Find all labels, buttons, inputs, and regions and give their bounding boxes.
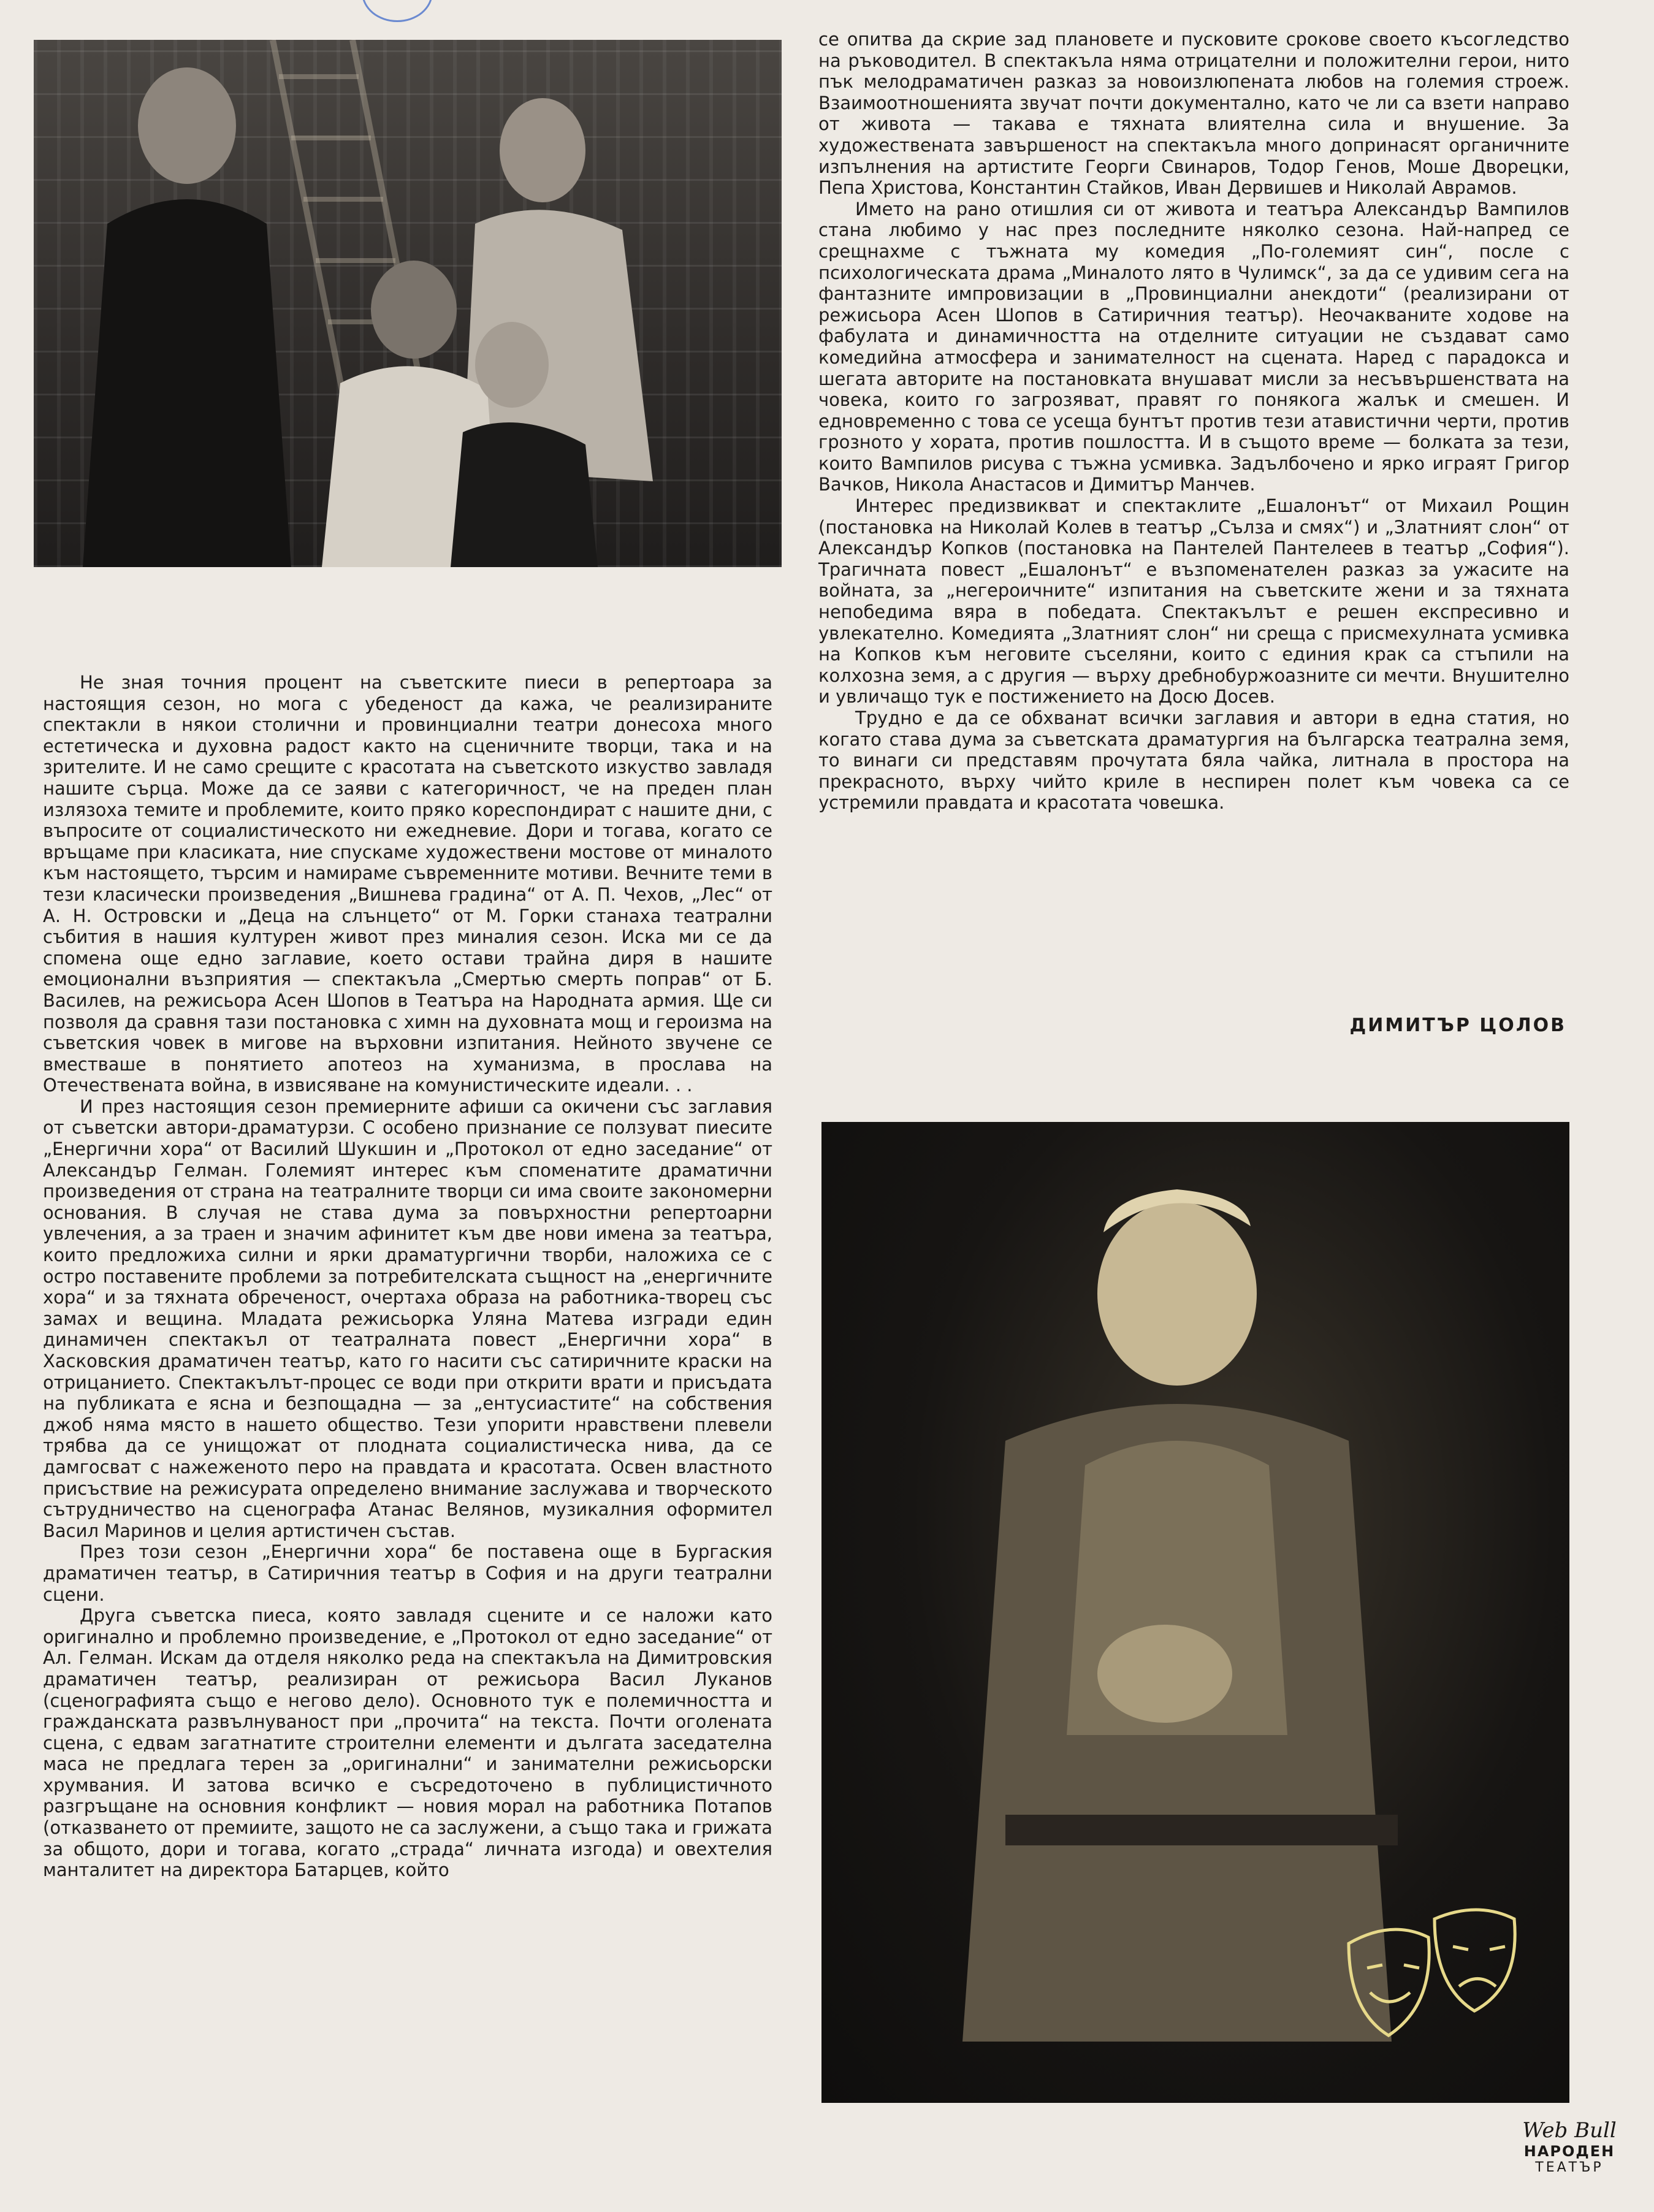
paragraph-vampilov: Името на рано отишлия си от живота и театъра Александър Вампилов стана любимо у нас през последните няколко сезона. Най-напред се срещнахме с тъжната му комедия „По-големият син“, после с психологическата драма „Миналото лято в Чулимск“, за да се удивим сега на фантазните импровизации в „Провинциални анекдоти“ (реализирани от режисьора Асен Шопов в Сатиричния театър). Неочакваните ходове на фабулата и динамичността на отделните ситуации не създават само комедийна атмосфера и занимателност на сцената. Наред с парадокса и шегата авторите на постановката внушават мисли за несъвършенствата на човека, които го загрозяват, правят го понякога жалък и смешен. И едновременно с това се усеща бунтът против тези атавистични черти, против грозното у хората, против пошлостта. И в същото време — болката за тези, които Вампилов рисува с тъжна усмивка. Задълбочено и ярко играят Григор Вачков, Никола Анастасов и Димитър Манчев. bbox=[818, 198, 1569, 495]
article-column-right bbox=[818, 29, 1569, 814]
stage-photo-top bbox=[34, 40, 782, 567]
stage-scene-illustration bbox=[34, 40, 782, 567]
logo-script: Web Bull bbox=[1522, 2118, 1617, 2143]
paragraph-continuation: се опитва да скрие зад плановете и пусковите срокове своето късогледство на ръководител. В спектакъла няма отрицателни и положителни герои, нито пък мелодраматичен разказ за новоизлюпената любов на големия строеж. Взаимоотношенията звучат почти документално, като че ли са взети направо от живота — такава е тяхната влиятелна сила и внушение. За художествената завършеност на спектакъла много допринасят органичните изпълнения на артистите Георги Свинаров, Тодор Генов, Моше Дворецки, Пепа Христова, Константин Стайков, Иван Дервишев и Николай Аврамов. bbox=[818, 29, 1569, 199]
paragraph-burgas: През този сезон „Енергични хора“ бе поставена още в Бургаския драматичен театър, в Сатиричния театър в София и на други театрални сцени. bbox=[43, 1541, 772, 1605]
paragraph-conclusion: Трудно е да се обхванат всички заглавия и автори в една статия, но когато става дума за съветската драматургия на българска театрална земя, то винаги си представям прочутата бяла чайка, литнала в простора на прекрасното, върху чийто криле в неспирен полет към човека са се устремили правдата и красотата човешка. bbox=[818, 707, 1569, 814]
logo-line1: НАРОДЕН bbox=[1523, 2143, 1615, 2160]
article-column-left bbox=[43, 672, 772, 1881]
logo-line2: ТЕАТЪР bbox=[1535, 2160, 1604, 2175]
actor-portrait-photo bbox=[821, 1122, 1569, 2103]
paragraph-protocol: Друга съветска пиеса, която завладя сцените и се наложи като оригинално и проблемно произведение, е „Протокол от едно заседание“ от Ал. Гелман. Искам да отделя няколко реда на спектакъла на Димитровския драматичен театър, реализиран от режисьора Васил Луканов (сценографията също е негово дело). Основното тук е полемичността и гражданската развълнуваност при „прочита“ на текста. Почти оголената сцена, с едвам загатнатите строителни елементи и дългата заседателна маса не предлага терен за „оригинални“ и занимателни режисьорски хрумвания. И затова всичко е съсредоточено в публицистичното разгръщане на основния конфликт — новия морал на работника Потапов (отказването от премиите, защото не са заслужени, а също така и грижата за общото, дори и тогава, когато „страда“ личната изгода) и овехтелия манталитет на директора Батарцев, който bbox=[43, 1605, 772, 1881]
actor-portrait-illustration bbox=[821, 1122, 1569, 2103]
ink-stamp-mark bbox=[362, 0, 433, 22]
paragraph-eshalon: Интерес предизвикват и спектаклите „Ешалонът“ от Михаил Рощин (постановка на Николай Колев в театър „Сълза и смях“) и „Златният слон“ от Александър Копков (постановка на Пантелей Пантелеев в театър „София“). Трагичната повест „Ешалонът“ е възпоменателен разказ за ужасите на войната, за „негероичните“ изпитания на съветските жени и за тяхната непобедима вяра в победата. Спектакълът е решен експресивно и увлекателно. Комедията „Златният слон“ ни среща с присмехулната усмивка на Копков към неговите съселяни, които с единия крак са стъпили на колхозна земя, а с другия — върху дребнобуржоазните си мечти. Внушително и увличащо тук е постижението на Досю Досев. bbox=[818, 495, 1569, 707]
paragraph-intro: Не зная точния процент на съветските пиеси в репертоара за настоящия сезон, но мога с убеденост да кажа, че реализираните спектакли в някои столични и провинциални театри донесоха много естетическа и духовна радост както на сценичните творци, така и на зрителите. И не само срещите с красотата на съветското изкуство завладя нашите сърца. Може да се заяви с категоричност, че на преден план излязоха темите и проблемите, които пряко кореспондират с нашите дни, с въпросите от социалистическото ни ежедневие. Дори и тогава, когато се връщаме при класиката, ние спускаме художествени мостове от миналото към настоящето, търсим и намираме съвременните мотиви. Вечните теми в тези класически произведения „Вишнева градина“ от А. П. Чехов, „Лес“ от А. Н. Островски и „Деца на слънцето“ от М. Горки станаха театрални събития в нашия културен живот през миналия сезон. Иска ми се да спомена още едно заглавие, което остави трайна диря в нашите емоционални възприятия — спектакъла „Смертью смерть поправ“ от Б. Василев, на режисьора Асен Шопов в Театъра на Народната армия. Ще си позволя да сравня тази постановка с химн на духовната мощ и героизма на съветския човек в мигове на върховни изпитания. Нейното звучене се вместваше в понятието апотеоз на хуманизма, в прослава на Отечествената война, в извисяване на комунистическите идеали. . . bbox=[43, 672, 772, 1096]
paragraph-energetic-people: И през настоящия сезон премиерните афиши са окичени със заглавия от съветски автори-драматурзи. С особено признание се ползуват пиесите „Енергични хора“ от Василий Шукшин и „Протокол от едно заседание“ от Александър Гелман. Големият интерес към споменатите драматични произведения от страна на театралните творци си има своите закономерни основания. В случая не става дума за повърхностни репертоарни увлечения, а за траен и значим афинитет към две нови имена за театъра, които предложиха силни и ярки драматургични творби, наложиха се с остро поставените проблеми за потребителската същност на „енергичните хора“ и за тяхната обреченост, очертаха образа на работника-творец със замах и вещина. Младата режисьорка Уляна Матева изгради един динамичен спектакъл от театралната повест „Енергични хора“ в Хасковския драматичен театър, като го насити със сатиричните краски на отрицанието. Спектакълът-процес се води при открити врати и присъдата на публиката е ясна и безпощадна — за „ентусиастите“ на собствения джоб няма място в нашето общество. Тези упорити нравствени плевели трябва да се унищожат от плодната социалистическа нива, да се дамгосват с нажеженото перо на правдата и красотата. Освен властното присъствие на режисурата определено внимание заслужава и творческото сътрудничество на сценографа Атанас Велянов, музикалния оформител Васил Маринов и целия артистичен състав. bbox=[43, 1096, 772, 1541]
author-signature: ДИМИТЪР ЦОЛОВ bbox=[1349, 1015, 1566, 1036]
national-theatre-logo bbox=[1514, 2118, 1625, 2204]
